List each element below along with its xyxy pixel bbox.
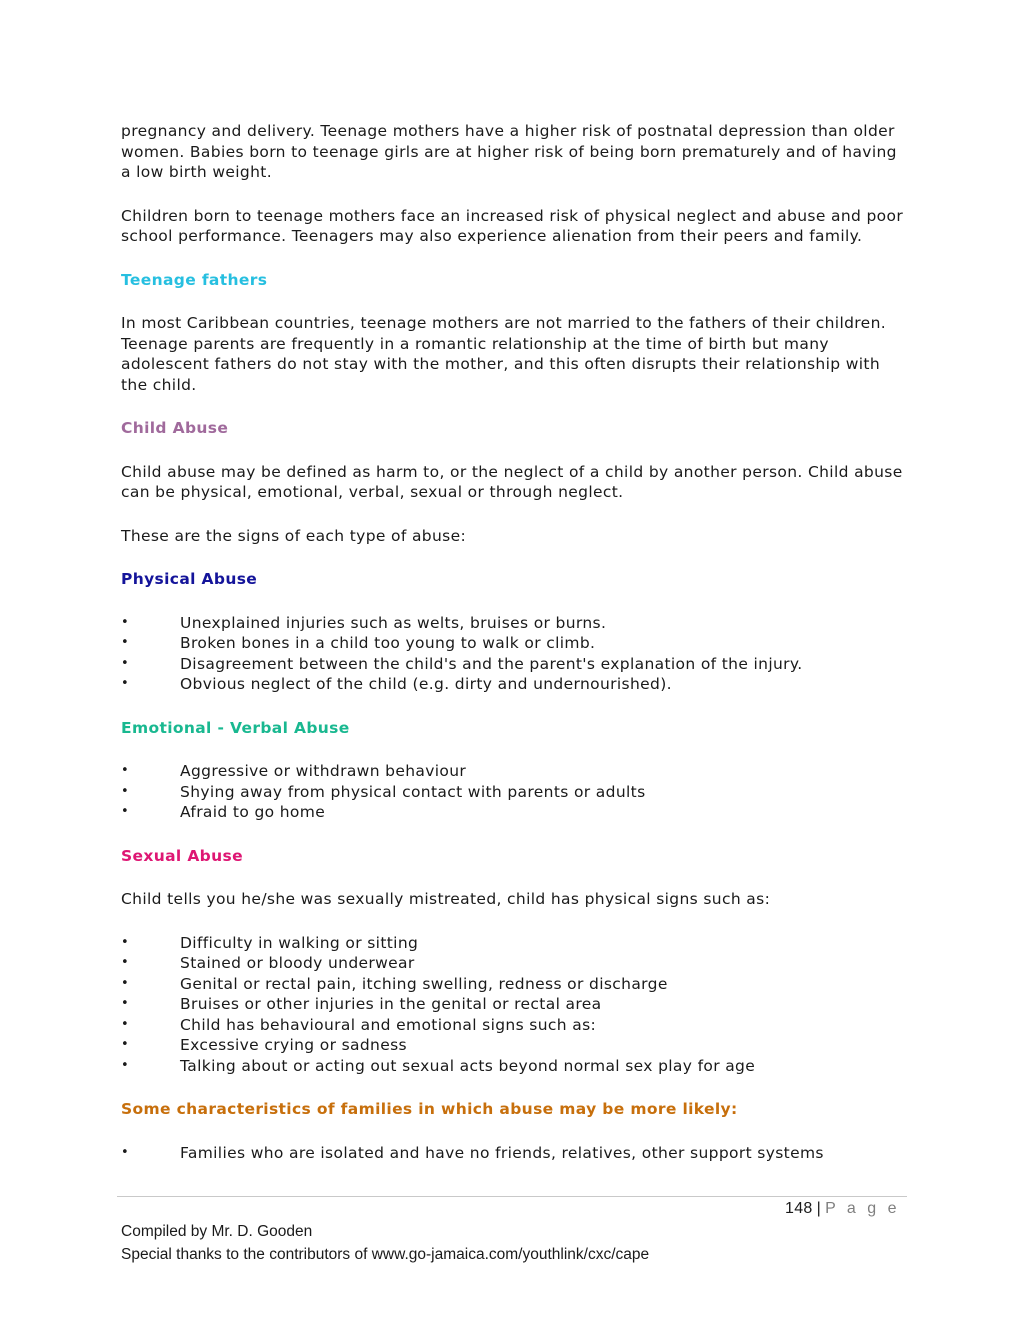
sexual-intro-paragraph: Child tells you he/she was sexually mistreated, child has physical signs such as: [121, 890, 771, 908]
list-item [121, 1035, 906, 1056]
bullet-icon: • [121, 1016, 130, 1032]
list-item-text: Difficulty in walking or sitting [180, 933, 419, 952]
signs-intro-paragraph: These are the signs of each type of abuse: [121, 526, 467, 545]
list-item [121, 1056, 906, 1077]
footer-divider [117, 1196, 907, 1197]
sexual-abuse-heading: Sexual Abuse [121, 846, 243, 865]
list-item-text: Stained or bloody underwear [180, 954, 415, 972]
bullet-icon: • [121, 614, 130, 630]
list-item [121, 654, 906, 675]
bullet-icon: • [121, 635, 130, 650]
contributors-thanks: Special thanks to the contributors of www.go-jamaica.com/youthlink/cxc/cape [121, 1246, 650, 1263]
bullet-icon: • [121, 655, 130, 671]
list-item-text: Families who are isolated and have no friends, relatives, other support systems [180, 1143, 824, 1162]
list-item-text: Shying away from physical contact with parents or adults [180, 782, 646, 801]
list-item-text: Child has behavioural and emotional signs such as: [180, 1015, 597, 1034]
bullet-icon: • [121, 804, 130, 819]
list-item [121, 1143, 906, 1164]
list-item-text: Excessive crying or sadness [180, 1036, 407, 1054]
list-item [121, 953, 906, 974]
list-item-text: Bruises or other injuries in the genital or rectal area [180, 995, 602, 1013]
compiled-by: Compiled by Mr. D. Gooden [121, 1223, 313, 1240]
families-heading: Some characteristics of families in which abuse may be more likely: [121, 1100, 738, 1118]
list-item [121, 782, 906, 803]
child-abuse-heading: Child Abuse [121, 419, 229, 437]
list-item [121, 802, 906, 823]
families-list [121, 1143, 906, 1164]
list-item-text: Aggressive or withdrawn behaviour [180, 762, 467, 780]
list-item [121, 933, 906, 954]
list-item [121, 761, 906, 782]
page-number-separator: | [816, 1200, 822, 1217]
list-item [121, 994, 906, 1015]
list-item-text: Disagreement between the child's and the parent's explanation of the injury. [180, 654, 803, 673]
sexual-abuse-list [121, 933, 906, 1077]
physical-abuse-heading: Physical Abuse [121, 570, 258, 588]
list-item-text: Genital or rectal pain, itching swelling, redness or discharge [180, 974, 668, 993]
teenage-fathers-heading: Teenage fathers [121, 270, 268, 289]
bullet-icon: • [121, 1037, 130, 1052]
emotional-abuse-list [121, 761, 906, 823]
list-item [121, 633, 906, 654]
page-number [785, 1200, 900, 1218]
list-item [121, 674, 906, 695]
list-item [121, 613, 906, 634]
children-born-paragraph: Children born to teenage mothers face an increased risk of physical neglect and abuse and poor school performance. Teenagers may also experience alienation from their peers and family. [121, 206, 904, 245]
list-item-text: Broken bones in a child too young to walk or climb. [180, 634, 596, 652]
bullet-icon: • [121, 763, 130, 778]
bullet-icon: • [121, 955, 130, 970]
list-item-text: Unexplained injuries such as welts, bruises or burns. [180, 613, 607, 632]
bullet-icon: • [121, 783, 130, 799]
list-item-text: Talking about or acting out sexual acts beyond normal sex play for age [180, 1056, 756, 1075]
bullet-icon: • [121, 996, 130, 1011]
page-content [121, 121, 906, 1186]
page-footer [121, 1220, 649, 1266]
bullet-icon: • [121, 1057, 130, 1073]
intro-paragraph: pregnancy and delivery. Teenage mothers have a higher risk of postnatal depression than older women. Babies born to teenage girls are at higher risk of being born prematurely and of having a low birth weight. [121, 122, 897, 181]
physical-abuse-list [121, 613, 906, 695]
emotional-verbal-abuse-heading: Emotional - Verbal Abuse [121, 718, 350, 737]
bullet-icon: • [121, 934, 130, 950]
list-item-text: Obvious neglect of the child (e.g. dirty and undernourished). [180, 675, 672, 693]
child-abuse-paragraph: Child abuse may be defined as harm to, or the neglect of a child by another person. Child abuse can be physical, emotional, verbal, sexual or through neglect. [121, 462, 903, 501]
list-item [121, 1015, 906, 1036]
bullet-icon: • [121, 1144, 130, 1160]
bullet-icon: • [121, 676, 130, 691]
page-word: P a g e [825, 1200, 900, 1217]
page-number-value: 148 [785, 1200, 813, 1217]
list-item [121, 974, 906, 995]
teenage-fathers-paragraph: In most Caribbean countries, teenage mothers are not married to the fathers of their children. Teenage parents are frequently in a romantic relationship at the time of birth but many adolescent fathers do not stay with the mother, and this often disrupts their relationship with the child. [121, 314, 887, 394]
list-item-text: Afraid to go home [180, 803, 326, 821]
bullet-icon: • [121, 975, 130, 991]
